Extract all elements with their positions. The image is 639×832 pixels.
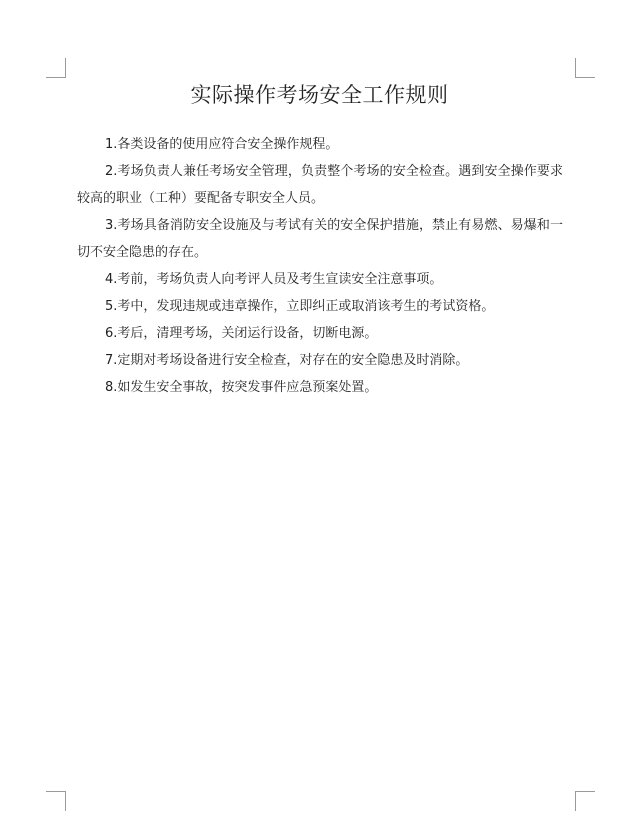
rule-paragraph-3: 3.考场具备消防安全设施及与考试有关的安全保护措施，禁止有易燃、易爆和一切不安全隐患的存在。 [77, 218, 563, 260]
document-body [77, 131, 563, 401]
rule-paragraph-6: 6.考后，清理考场，关闭运行设备，切断电源。 [105, 326, 378, 341]
page-corner-mark-top-left [46, 58, 66, 78]
rule-paragraph-7: 7.定期对考场设备进行安全检查，对存在的安全隐患及时消除。 [105, 353, 469, 368]
page-corner-mark-bottom-left [46, 791, 66, 811]
document-title: 实际操作考场安全工作规则 [190, 83, 449, 107]
rule-paragraph-2: 2.考场负责人兼任考场安全管理，负责整个考场的安全检查。遇到安全操作要求较高的职业（工种）要配备专职安全人员。 [77, 164, 563, 206]
page-corner-mark-top-right [575, 58, 595, 78]
rule-paragraph-8: 8.如发生安全事故，按突发事件应急预案处置。 [105, 380, 378, 395]
rule-paragraph-5: 5.考中，发现违规或违章操作，立即纠正或取消该考生的考试资格。 [105, 299, 495, 314]
rule-paragraph-1: 1.各类设备的使用应符合安全操作规程。 [105, 137, 339, 152]
page-corner-mark-bottom-right [575, 791, 595, 811]
rule-paragraph-4: 4.考前，考场负责人向考评人员及考生宣读安全注意事项。 [105, 272, 443, 287]
